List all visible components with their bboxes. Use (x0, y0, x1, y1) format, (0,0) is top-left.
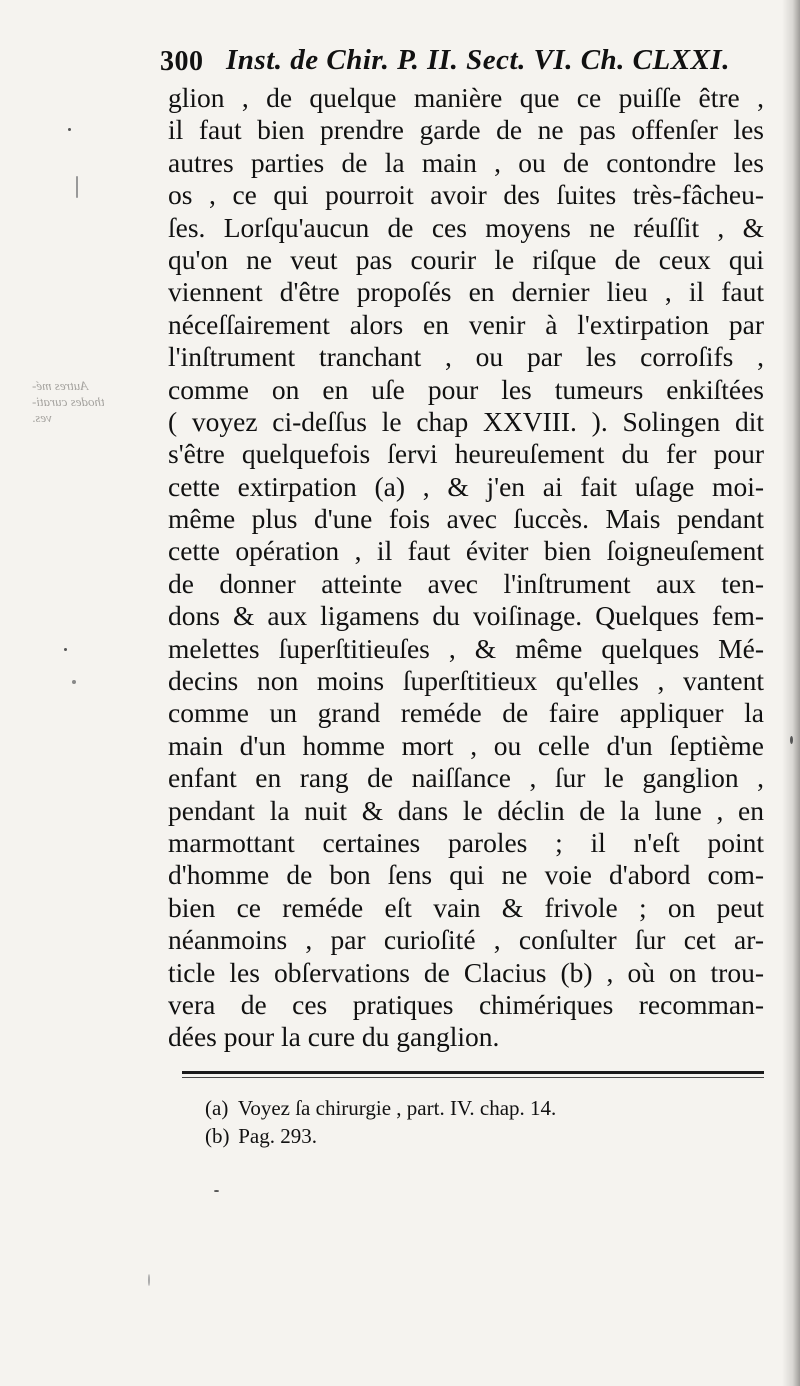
text-line: de donner atteinte avec l'inſtrument aux ten- (168, 567, 764, 599)
text-line: dons & aux ligamens du voiſinage. Quelques fem- (168, 600, 764, 632)
text-line: pendant la nuit & dans le déclin de la lune , en (168, 794, 764, 826)
text-line: d'homme de bon ſens qui ne voie d'abord com- (168, 859, 764, 891)
text-line: viennent d'être propoſés en dernier lieu , il faut (168, 276, 764, 308)
body-text (168, 82, 764, 1054)
text-line: néceſſairement alors en venir à l'extirpation par (168, 308, 764, 340)
text-line: enfant en rang de naiſſance , ſur le ganglion , (168, 762, 764, 794)
page-number: 300 (160, 46, 204, 77)
text-line: bien ce reméde eſt vain & frivole ; on peut (168, 891, 764, 923)
text-line: os , ce qui pourroit avoir des ſuites très-fâcheu- (168, 179, 764, 211)
paper-speck (68, 128, 71, 131)
footnote-text: Pag. 293. (238, 1124, 317, 1148)
text-line: melettes ſuperſtitieuſes , & même quelques Mé- (168, 632, 764, 664)
text-line: ticle les obſervations de Clacius (b) , où on trou- (168, 956, 764, 988)
text-line: ſes. Lorſqu'aucun de ces moyens ne réuſſit , & (168, 211, 764, 243)
paper-speck (148, 1274, 150, 1286)
running-head-title: Inst. de Chir. P. II. Sect. VI. Ch. CLXXI. (226, 44, 730, 76)
running-head (160, 44, 760, 84)
footnote-marker: (a) (205, 1096, 229, 1120)
text-line: dées pour la cure du ganglion. (168, 1021, 500, 1053)
footnote-text: Voyez ſa chirurgie , part. IV. chap. 14. (237, 1096, 557, 1120)
margin-note-bleed (32, 378, 162, 426)
paper-speck (64, 648, 67, 651)
text-line: s'être quelquefois ſervi heureuſement du fer pour (168, 438, 764, 470)
text-line: il faut bien prendre garde de ne pas offenſer les (168, 114, 764, 146)
paper-speck (790, 736, 793, 744)
footnote-b (205, 1122, 765, 1150)
margin-note-line: Autres mé- (32, 378, 89, 393)
text-line: qu'on ne veut pas courir le riſque de ceux qui (168, 243, 764, 275)
text-line: comme on en uſe pour les tumeurs enkiſtées (168, 373, 764, 405)
paper-speck (76, 176, 78, 198)
text-line: même plus d'une fois avec ſuccès. Mais pendant (168, 503, 764, 535)
paper-speck (214, 1190, 219, 1192)
text-line: glion , de quelque manière que ce puiſſe être , (168, 82, 764, 113)
text-line: néanmoins , par curioſité , conſulter ſur cet ar- (168, 924, 764, 956)
text-line: cette extirpation (a) , & j'en ai fait uſage moi- (168, 470, 764, 502)
footnote-rule-thin (182, 1077, 764, 1078)
text-line: comme un grand reméde de faire appliquer la (168, 697, 764, 729)
paper-speck (72, 680, 76, 684)
page-edge-shadow (782, 0, 800, 1386)
text-line: ( voyez ci-deſſus le chap XXVIII. ). Solingen dit (168, 405, 764, 437)
margin-note-line: thodes curati- (32, 394, 105, 409)
text-line: vera de ces pratiques chimériques recomman- (168, 988, 764, 1020)
text-line: main d'un homme mort , ou celle d'un ſeptième (168, 729, 764, 761)
text-line: autres parties de la main , ou de contondre les (168, 146, 764, 178)
margin-note-line: ves. (32, 410, 52, 425)
text-line: cette opération , il faut éviter bien ſoigneuſement (168, 535, 764, 567)
text-line: decins non moins ſuperſtitieux qu'elles , vantent (168, 665, 764, 697)
footnote-marker: (b) (205, 1124, 230, 1148)
text-line: l'inſtrument tranchant , ou par les corroſifs , (168, 341, 764, 373)
footnote-a (205, 1094, 765, 1122)
footnotes (205, 1094, 765, 1150)
footnote-rule (182, 1071, 764, 1074)
text-line: marmottant certaines paroles ; il n'eſt point (168, 826, 764, 858)
